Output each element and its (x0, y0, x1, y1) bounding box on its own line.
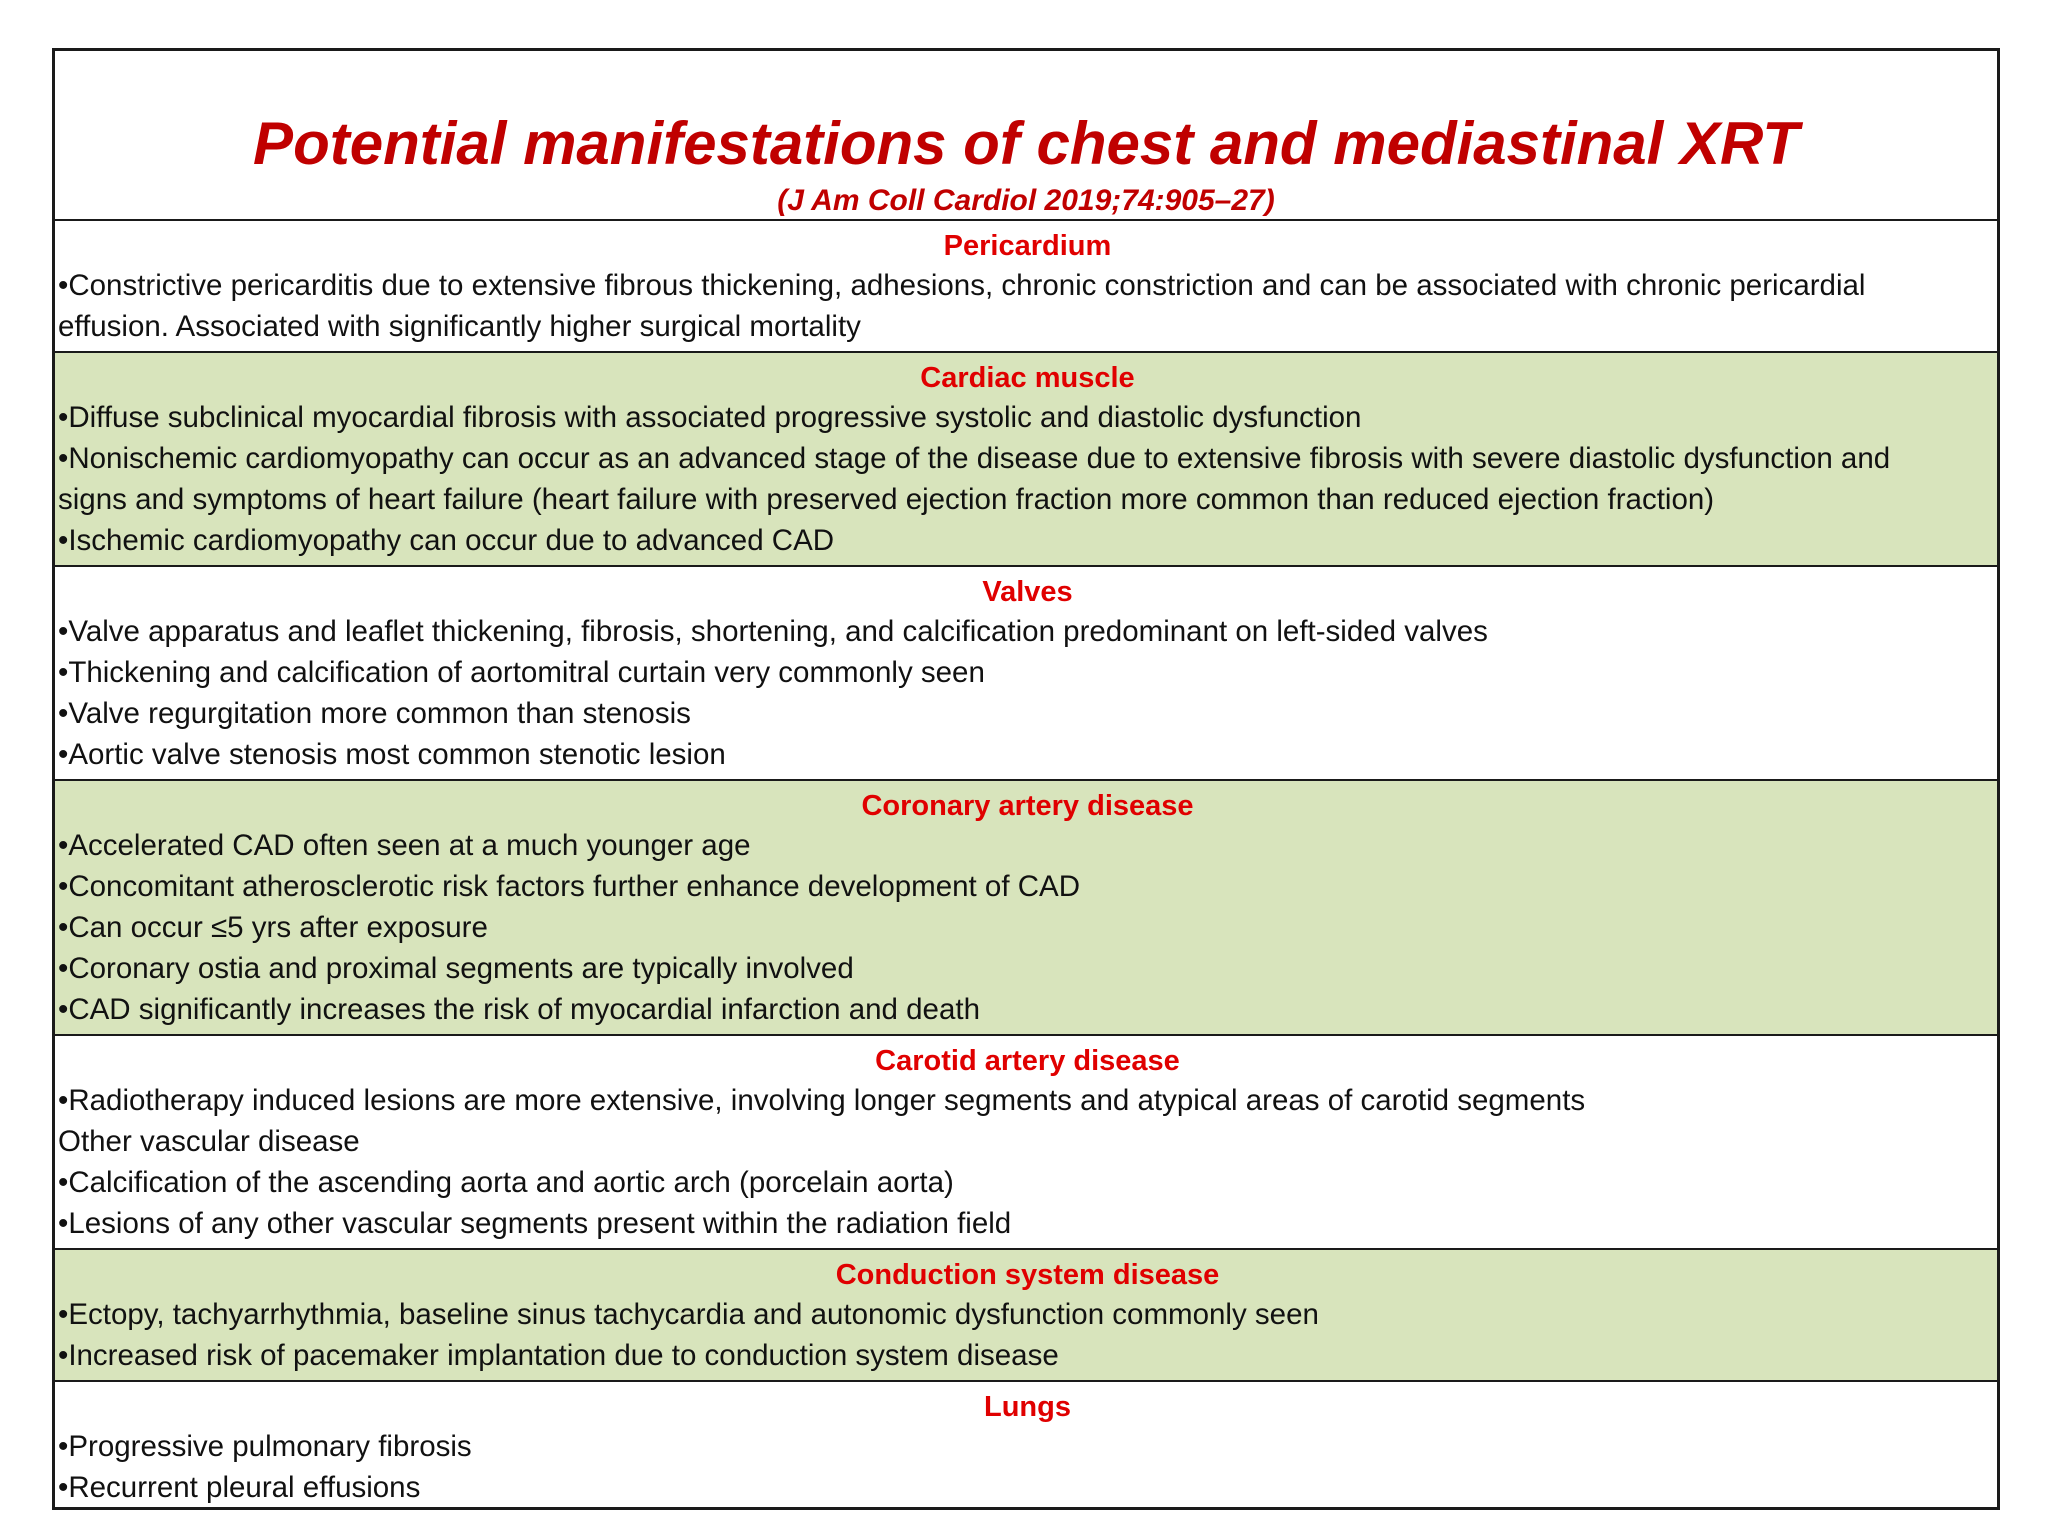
citation: (J Am Coll Cardiol 2019;74:905–27) (777, 184, 1275, 217)
section-line: •Radiotherapy induced lesions are more extensive, involving longer segments and atypical areas of carotid segments (58, 1084, 1586, 1117)
table-header (55, 51, 1997, 221)
section-line: •Constrictive pericarditis due to extensive fibrous thickening, adhesions, chronic constriction and can be associated with chronic pericardial (58, 269, 1866, 302)
section-heading: Conduction system disease (835, 1259, 1220, 1291)
section-line: •Diffuse subclinical myocardial fibrosis with associated progressive systolic and diastolic dysfunction (58, 401, 1362, 434)
section-line: •Valve apparatus and leaflet thickening, fibrosis, shortening, and calcification predominant on left-sided valves (58, 615, 1488, 648)
section-heading: Coronary artery disease (861, 790, 1194, 822)
section-lungs (55, 1382, 1997, 1512)
section-line: •Ectopy, tachyarrhythmia, baseline sinus tachycardia and autonomic dysfunction commonly seen (58, 1298, 1319, 1331)
section-line: •Aortic valve stenosis most common stenotic lesion (58, 738, 726, 771)
section-heading: Pericardium (943, 230, 1112, 262)
section-line: signs and symptoms of heart failure (heart failure with preserved ejection fraction more common than reduced ejection fraction) (58, 483, 1715, 516)
section-line: •Valve regurgitation more common than stenosis (58, 697, 691, 730)
section-valves (55, 567, 1997, 781)
section-pericardium (55, 221, 1997, 353)
section-line: •Can occur ≤5 yrs after exposure (58, 911, 488, 944)
page-title: Potential manifestations of chest and mediastinal XRT (253, 110, 1799, 177)
section-line: Other vascular disease (58, 1125, 360, 1158)
section-line: •Progressive pulmonary fibrosis (58, 1430, 472, 1463)
section-line: •Accelerated CAD often seen at a much younger age (58, 829, 751, 862)
section-line: •Calcification of the ascending aorta and aortic arch (porcelain aorta) (58, 1166, 954, 1199)
section-line: •Concomitant atherosclerotic risk factors further enhance development of CAD (58, 870, 1080, 903)
section-cardiac-muscle (55, 353, 1997, 567)
section-line: •Thickening and calcification of aortomitral curtain very commonly seen (58, 656, 985, 689)
section-coronary-artery-disease (55, 781, 1997, 1036)
section-line: •Increased risk of pacemaker implantation due to conduction system disease (58, 1339, 1059, 1372)
section-line: •Recurrent pleural effusions (58, 1471, 421, 1504)
section-heading: Lungs (984, 1391, 1071, 1423)
section-line: •Lesions of any other vascular segments present within the radiation field (58, 1207, 1012, 1240)
section-line: •CAD significantly increases the risk of myocardial infarction and death (58, 993, 980, 1026)
section-carotid-artery-disease (55, 1036, 1997, 1250)
manifestations-table (52, 48, 2000, 1510)
section-heading: Cardiac muscle (920, 362, 1135, 394)
section-heading: Valves (982, 576, 1073, 608)
section-line: •Coronary ostia and proximal segments are typically involved (58, 952, 854, 985)
section-conduction-system-disease (55, 1250, 1997, 1382)
section-line: •Nonischemic cardiomyopathy can occur as an advanced stage of the disease due to extensive fibrosis with severe diastolic dysfunction and (58, 442, 1891, 475)
section-line: •Ischemic cardiomyopathy can occur due to advanced CAD (58, 524, 835, 557)
section-heading: Carotid artery disease (875, 1045, 1180, 1077)
section-line: effusion. Associated with significantly higher surgical mortality (58, 310, 861, 343)
